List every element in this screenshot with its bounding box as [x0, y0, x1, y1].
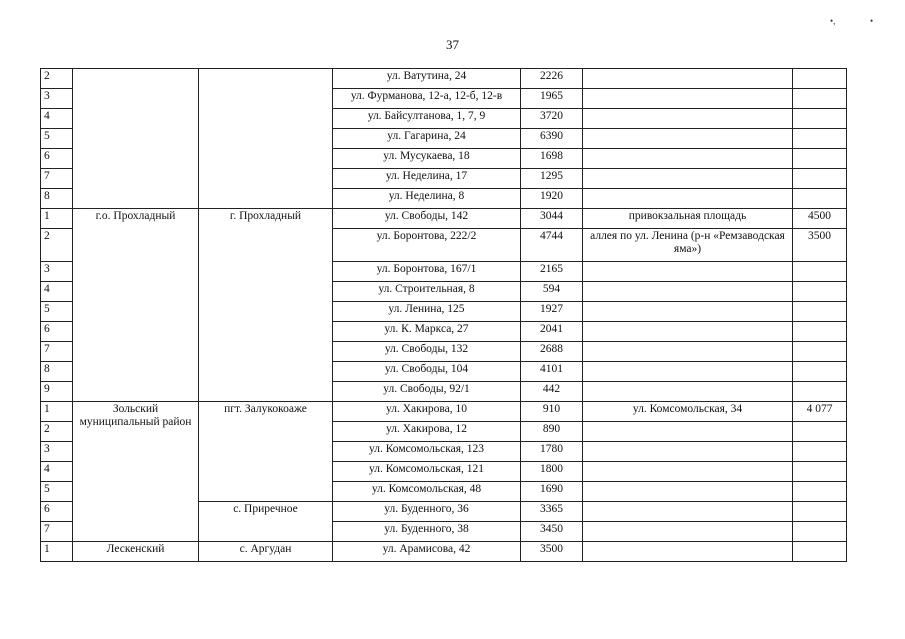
area-cell: 2041 [521, 322, 583, 342]
address-cell: ул. Неделина, 17 [333, 169, 521, 189]
row-number: 6 [41, 502, 73, 522]
area-cell: 2165 [521, 262, 583, 282]
alt-area-cell [793, 282, 847, 302]
settlement-cell: г. Прохладный [199, 209, 333, 402]
table-row [41, 209, 847, 229]
alt-area-cell [793, 149, 847, 169]
alt-area-cell: 3500 [793, 229, 847, 262]
area-cell: 2226 [521, 69, 583, 89]
row-number: 8 [41, 189, 73, 209]
alt-location-cell [583, 362, 793, 382]
address-cell: ул. Свободы, 142 [333, 209, 521, 229]
row-number: 9 [41, 382, 73, 402]
row-number: 7 [41, 169, 73, 189]
row-number: 1 [41, 402, 73, 422]
address-cell: ул. Боронтова, 222/2 [333, 229, 521, 262]
address-cell: ул. Хакирова, 10 [333, 402, 521, 422]
alt-location-cell [583, 382, 793, 402]
alt-area-cell [793, 109, 847, 129]
alt-area-cell [793, 522, 847, 542]
area-cell: 1927 [521, 302, 583, 322]
alt-area-cell [793, 462, 847, 482]
row-number: 4 [41, 462, 73, 482]
area-cell: 1698 [521, 149, 583, 169]
alt-location-cell [583, 149, 793, 169]
alt-area-cell [793, 482, 847, 502]
district-cell: г.о. Прохладный [73, 209, 199, 402]
address-cell: ул. Гагарина, 24 [333, 129, 521, 149]
address-cell: ул. Комсомольская, 48 [333, 482, 521, 502]
settlement-cell: с. Аргудан [199, 542, 333, 562]
alt-location-cell [583, 442, 793, 462]
address-cell: ул. Байсултанова, 1, 7, 9 [333, 109, 521, 129]
settlement-cell: пгт. Залукокоаже [199, 402, 333, 502]
alt-area-cell [793, 69, 847, 89]
alt-area-cell [793, 422, 847, 442]
row-number: 8 [41, 362, 73, 382]
address-cell: ул. Боронтова, 167/1 [333, 262, 521, 282]
area-cell: 4744 [521, 229, 583, 262]
address-cell: ул. Ленина, 125 [333, 302, 521, 322]
district-cell: Лескенский [73, 542, 199, 562]
row-number: 5 [41, 302, 73, 322]
area-cell: 1800 [521, 462, 583, 482]
table-row [41, 402, 847, 422]
address-cell: ул. Мусукаева, 18 [333, 149, 521, 169]
address-cell: ул. Неделина, 8 [333, 189, 521, 209]
area-cell: 442 [521, 382, 583, 402]
alt-location-cell: ул. Комсомольская, 34 [583, 402, 793, 422]
alt-location-cell [583, 462, 793, 482]
page-number: 37 [446, 37, 459, 52]
alt-area-cell [793, 262, 847, 282]
alt-area-cell [793, 382, 847, 402]
address-cell: ул. Фурманова, 12-а, 12-б, 12-в [333, 89, 521, 109]
alt-location-cell [583, 262, 793, 282]
alt-location-cell [583, 169, 793, 189]
area-cell: 2688 [521, 342, 583, 362]
area-cell: 1920 [521, 189, 583, 209]
alt-location-cell [583, 482, 793, 502]
row-number: 2 [41, 229, 73, 262]
row-number: 3 [41, 442, 73, 462]
address-cell: ул. Буденного, 36 [333, 502, 521, 522]
alt-location-cell [583, 422, 793, 442]
address-cell: ул. Свободы, 104 [333, 362, 521, 382]
table-row [41, 69, 847, 89]
alt-location-cell [583, 522, 793, 542]
scan-mark: • [870, 16, 874, 26]
alt-area-cell [793, 362, 847, 382]
district-cell [73, 69, 199, 209]
alt-location-cell [583, 302, 793, 322]
row-number: 1 [41, 209, 73, 229]
row-number: 7 [41, 522, 73, 542]
address-cell: ул. Строительная, 8 [333, 282, 521, 302]
alt-area-cell [793, 302, 847, 322]
area-cell: 3044 [521, 209, 583, 229]
district-cell: Зольский муниципальный район [73, 402, 199, 542]
row-number: 4 [41, 282, 73, 302]
alt-location-cell [583, 342, 793, 362]
alt-area-cell [793, 169, 847, 189]
alt-area-cell [793, 129, 847, 149]
address-cell: ул. Арамисова, 42 [333, 542, 521, 562]
row-number: 5 [41, 129, 73, 149]
alt-location-cell [583, 322, 793, 342]
alt-area-cell: 4500 [793, 209, 847, 229]
area-cell: 3720 [521, 109, 583, 129]
area-cell: 1965 [521, 89, 583, 109]
area-cell: 1780 [521, 442, 583, 462]
area-cell: 594 [521, 282, 583, 302]
alt-location-cell [583, 502, 793, 522]
address-cell: ул. Свободы, 132 [333, 342, 521, 362]
alt-location-cell [583, 282, 793, 302]
row-number: 4 [41, 109, 73, 129]
area-cell: 6390 [521, 129, 583, 149]
address-cell: ул. Свободы, 92/1 [333, 382, 521, 402]
alt-area-cell [793, 89, 847, 109]
area-cell: 3450 [521, 522, 583, 542]
row-number: 7 [41, 342, 73, 362]
row-number: 3 [41, 262, 73, 282]
alt-area-cell [793, 322, 847, 342]
alt-location-cell [583, 69, 793, 89]
area-cell: 3365 [521, 502, 583, 522]
row-number: 3 [41, 89, 73, 109]
address-cell: ул. К. Маркса, 27 [333, 322, 521, 342]
alt-area-cell [793, 442, 847, 462]
address-cell: ул. Ватутина, 24 [333, 69, 521, 89]
area-cell: 1690 [521, 482, 583, 502]
area-cell: 1295 [521, 169, 583, 189]
alt-location-cell [583, 89, 793, 109]
alt-location-cell [583, 109, 793, 129]
alt-location-cell [583, 542, 793, 562]
area-cell: 890 [521, 422, 583, 442]
alt-location-cell [583, 129, 793, 149]
address-cell: ул. Хакирова, 12 [333, 422, 521, 442]
row-number: 2 [41, 69, 73, 89]
alt-location-cell: аллея по ул. Ленина (р-н «Ремзаводская яма») [583, 229, 793, 262]
alt-area-cell [793, 342, 847, 362]
area-cell: 4101 [521, 362, 583, 382]
area-cell: 3500 [521, 542, 583, 562]
row-number: 5 [41, 482, 73, 502]
area-cell: 910 [521, 402, 583, 422]
settlement-cell [199, 69, 333, 209]
alt-area-cell [793, 502, 847, 522]
alt-area-cell [793, 189, 847, 209]
alt-area-cell: 4 077 [793, 402, 847, 422]
alt-location-cell: привокзальная площадь [583, 209, 793, 229]
alt-area-cell [793, 542, 847, 562]
address-cell: ул. Комсомольская, 121 [333, 462, 521, 482]
alt-location-cell [583, 189, 793, 209]
scan-mark: •, [830, 16, 836, 26]
row-number: 2 [41, 422, 73, 442]
settlement-cell: с. Приречное [199, 502, 333, 542]
row-number: 6 [41, 149, 73, 169]
table-row [41, 542, 847, 562]
address-cell: ул. Комсомольская, 123 [333, 442, 521, 462]
registry-table [40, 68, 847, 562]
row-number: 1 [41, 542, 73, 562]
address-cell: ул. Буденного, 38 [333, 522, 521, 542]
row-number: 6 [41, 322, 73, 342]
